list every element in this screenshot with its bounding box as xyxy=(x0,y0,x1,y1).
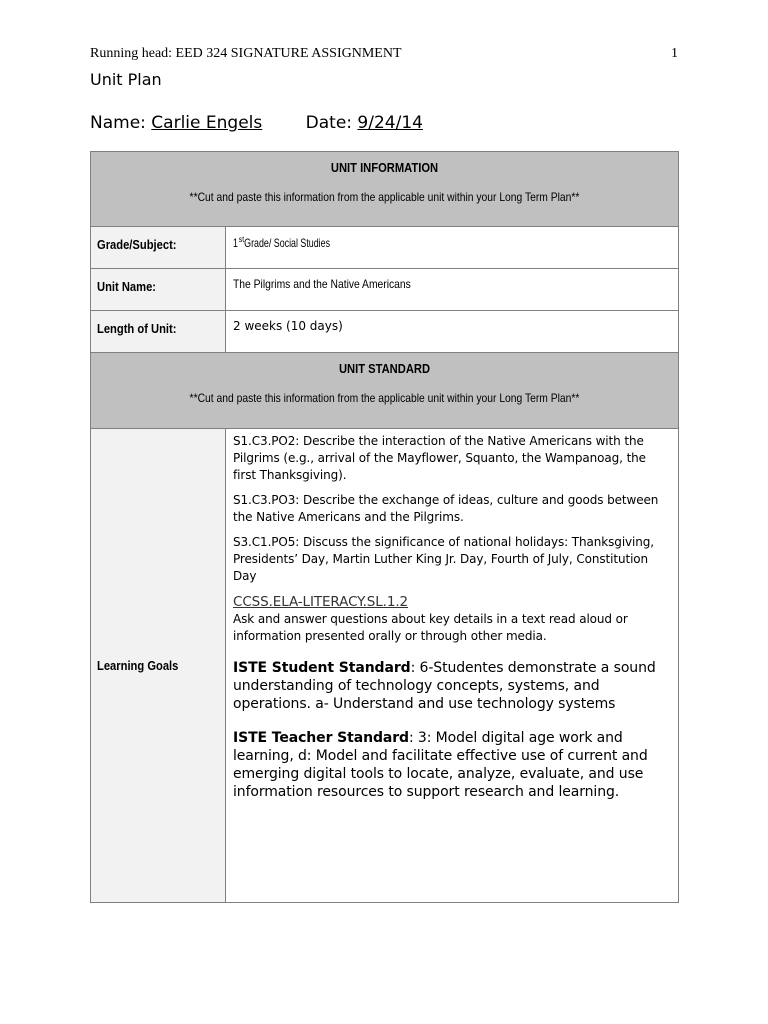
standard-s1-c3-po2: S1.C3.PO2: Describe the interaction of the Native Americans with the Pilgrims (e.g., arrival of the Mayflower, Squanto, the Wampanoag, the first Thanksgiving). xyxy=(233,434,646,482)
page-number: 1 xyxy=(671,46,678,61)
doc-title: Unit Plan xyxy=(90,70,162,89)
iste-teacher-standard: ISTE Teacher Standard: 3: Model digital age work and learning, d: Model and facilitate effective use of current and emerging digital tools to locate, analyze, evaluate, and use information resources to support research and learning. xyxy=(233,730,648,800)
unit-information-header xyxy=(91,152,679,227)
iste-student-standard: ISTE Student Standard: 6-Studentes demonstrate a sound understanding of technology concepts, systems, and operations. a- Understand and use technology systems xyxy=(233,660,656,712)
name-value: Carlie Engels xyxy=(151,113,263,133)
grade-subject-value: 1stGrade/ Social Studies xyxy=(226,227,679,269)
unit-standard-title: UNIT STANDARD xyxy=(338,361,431,376)
standard-s1-c3-po3: S1.C3.PO3: Describe the exchange of ideas, culture and goods between the Native Americans and the Pilgrims. xyxy=(233,493,659,524)
unit-information-title: UNIT INFORMATION xyxy=(330,160,439,175)
table-row xyxy=(91,311,679,353)
unit-information-instruction: **Cut and paste this information from the applicable unit within your Long Term Plan** xyxy=(189,190,580,204)
unit-standard-instruction: **Cut and paste this information from the applicable unit within your Long Term Plan** xyxy=(189,391,580,405)
name-label: Name: xyxy=(90,113,146,133)
running-head-text: Running head: EED 324 SIGNATURE ASSIGNMENT xyxy=(90,46,402,61)
unit-name-label: Unit Name: xyxy=(91,269,226,311)
date-value: 9/24/14 xyxy=(357,113,423,133)
table-row xyxy=(91,269,679,311)
learning-goals-content xyxy=(226,429,679,903)
name-date-line xyxy=(90,113,423,133)
unit-standard-header xyxy=(91,353,679,429)
date-label: Date: xyxy=(305,113,353,133)
ccss-standard-text: Ask and answer questions about key details in a text read aloud or information presented orally or through other media. xyxy=(233,612,628,643)
ccss-standard-link[interactable]: CCSS.ELA-LITERACY.SL.1.2 xyxy=(233,594,409,610)
unit-name-value: The Pilgrims and the Native Americans xyxy=(226,269,679,311)
length-of-unit-label: Length of Unit: xyxy=(91,311,226,353)
table-row xyxy=(91,227,679,269)
running-head xyxy=(90,46,678,62)
standard-s3-c1-po5: S3.C1.PO5: Discuss the significance of national holidays: Thanksgiving, Presidents’ Day, Martin Luther King Jr. Day, Fourth of July, Constitution Day xyxy=(233,535,655,583)
length-of-unit-value: 2 weeks (10 days) xyxy=(226,311,679,353)
unit-plan-table xyxy=(90,151,679,903)
table-row xyxy=(91,429,679,903)
grade-subject-label: Grade/Subject: xyxy=(91,227,226,269)
learning-goals-label: Learning Goals xyxy=(91,429,226,903)
